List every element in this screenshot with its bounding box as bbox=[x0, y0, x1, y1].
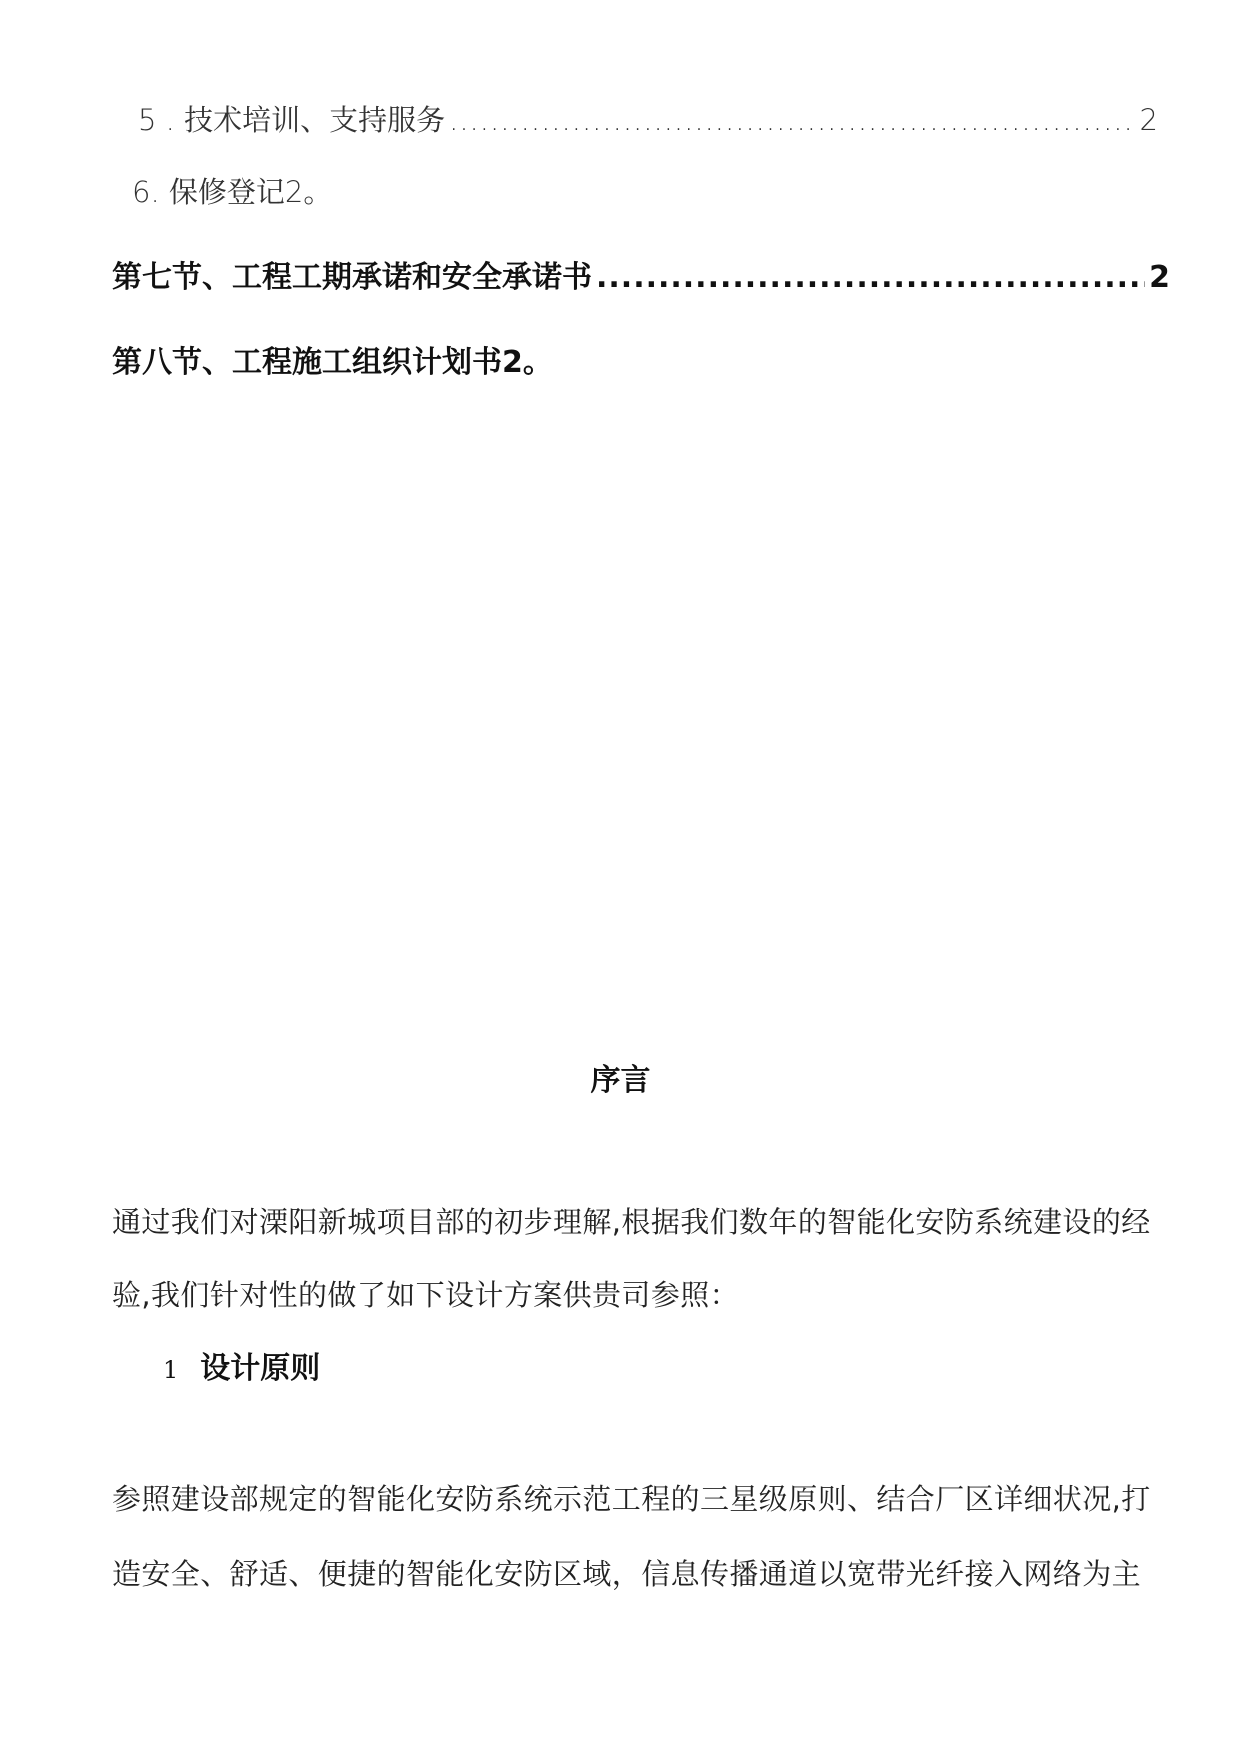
section-1-paragraph-line-1: 参照建设部规定的智能化安防系统示范工程的三星级原则、结合厂区详细状况,打 bbox=[112, 1482, 1151, 1516]
preface-paragraph-line-1: 通过我们对溧阳新城项目部的初步理解,根据我们数年的智能化安防系统建设的经 bbox=[112, 1205, 1151, 1239]
toc-entry-5[interactable] bbox=[138, 98, 1158, 139]
toc-entry-6[interactable] bbox=[132, 170, 332, 211]
toc-dot-leader bbox=[449, 103, 1135, 137]
toc-dot-leader bbox=[596, 260, 1145, 295]
preface-paragraph-line-2: 验,我们针对性的做了如下设计方案供贵司参照： bbox=[112, 1278, 740, 1312]
toc-entry-5-label: 5 . 技术培训、支持服务 bbox=[138, 103, 446, 137]
section-1-title: 设计原则 bbox=[200, 1351, 321, 1386]
toc-section-8[interactable] bbox=[112, 337, 553, 381]
toc-section-8-text: 第八节、工程施工组织计划书2。 bbox=[112, 345, 553, 380]
toc-section-7-label: 第七节、工程工期承诺和安全承诺书 bbox=[112, 260, 592, 295]
toc-section-7-page: 2 bbox=[1149, 260, 1170, 295]
toc-entry-5-page: 2 bbox=[1139, 103, 1158, 137]
section-1-paragraph-line-2: 造安全、舒适、便捷的智能化安防区域，信息传播通道以宽带光纤接入网络为主 bbox=[112, 1557, 1142, 1591]
section-1-number: 1 bbox=[163, 1356, 179, 1384]
preface-title: 序言 bbox=[590, 1063, 651, 1098]
toc-entry-6-text: 6. 保修登记2。 bbox=[132, 175, 333, 209]
section-1-heading bbox=[163, 1343, 320, 1387]
toc-section-7[interactable] bbox=[112, 252, 1170, 296]
